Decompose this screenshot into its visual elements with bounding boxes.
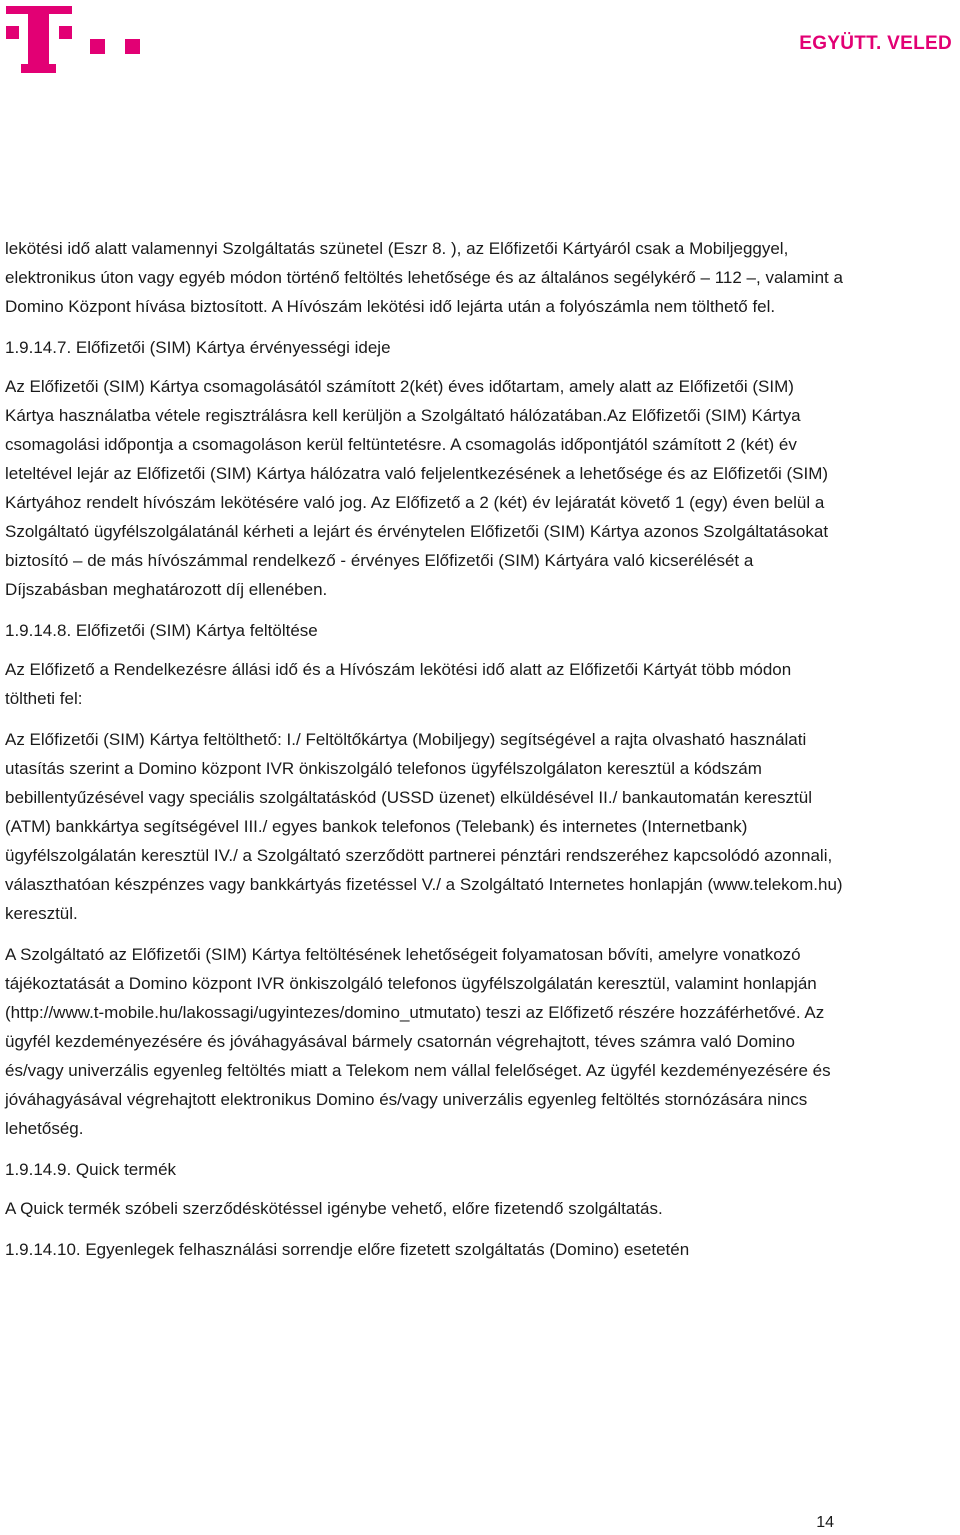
paragraph-topup-info: A Szolgáltató az Előfizetői (SIM) Kártya feltöltésének lehetőségeit folyamatosan bővíti, amelyre vonatkozó tájékoztatását a Domino központ IVR önkiszolgáló telefonos ügyfélszolgálatán keresztül, valamint honlapján (http://www.t-mobile.hu/lakossagi/ugyintezes/domino_utmutato) teszi az Előfizető részére hozzáférhetővé. Az ügyfél kezdeményezésére és jóváhagyásával bármely csatornán végrehajtott, téves számra való Domino és/vagy univerzális egyenleg feltöltés miatt a Telekom nem vállal felelőséget. Az ügyfél kezdeményezésére és jóváhagyásával végrehajtott elektronikus Domino és/vagy univerzális egyenleg feltöltés stornózására nincs lehetőség. bbox=[5, 945, 831, 1138]
paragraph-validity: Az Előfizetői (SIM) Kártya csomagolásától számított 2(két) éves időtartam, amely alatt az Előfizetői (SIM) Kártya használatba vétele regisztrálásra kell kerüljön a Szolgáltató hálózatában.Az Előfizetői (SIM) Kártya csomagolási időpontja a csomagoláson kerül feltüntetésre. A csomagolás időpontjától számított 2 (két) év leteltével lejár az Előfizetői (SIM) Kártya hálózatra való feljelentkezésének a lehetősége és az Előfizetői (SIM) Kártyához rendelt hívószám lekötésére való jog. Az Előfizető a 2 (két) év lejáratát követő 1 (egy) éven belül a Szolgáltató ügyfélszolgálatánál kérheti a lejárt és érvénytelen Előfizetői (SIM) Kártya azonos Szolgáltatásokat biztosító – de más hívószámmal rendelkező - érvényes Előfizetői (SIM) Kártyára való kicserélését a Díjszabásban meghatározott díj ellenében. bbox=[5, 377, 829, 599]
section-heading-1-9-14-7: 1.9.14.7. Előfizetői (SIM) Kártya érvényességi ideje bbox=[5, 338, 391, 357]
paragraph-quick: A Quick termék szóbeli szerződéskötéssel igénybe vehető, előre fizetendő szolgáltatás. bbox=[5, 1199, 663, 1218]
telekom-t-logo-icon bbox=[6, 6, 146, 74]
paragraph-topup-methods: Az Előfizetői (SIM) Kártya feltölthető: I./ Feltöltőkártya (Mobiljegy) segítségével a rajta olvasható használati utasítás szerint a Domino központ IVR önkiszolgáló telefonos ügyfélszolgálaton keresztül a kódszám bebillentyűzésével vagy speciális szolgáltatáskód (USSD üzenet) elküldésével II./ bankautomatán keresztül (ATM) bankkártya segítségével III./ egyes bankok telefonos (Telebank) és internetes (Internetbank) ügyfélszolgálatán keresztül IV./ a Szolgáltató szerződött partnerei pénztári rendszeréhez kapcsolódó azonnali, választhatóan készpénzes vagy bankkártyás fizetéssel V./ a Szolgáltató Internetes honlapján (www.telekom.hu) keresztül. bbox=[5, 730, 843, 923]
section-heading-1-9-14-10: 1.9.14.10. Egyenlegek felhasználási sorrendje előre fizetett szolgáltatás (Domino) esetetén bbox=[5, 1240, 690, 1259]
section-heading-1-9-14-9: 1.9.14.9. Quick termék bbox=[5, 1160, 177, 1179]
page-number: 14 bbox=[816, 1514, 834, 1531]
section-heading-1-9-14-8: 1.9.14.8. Előfizetői (SIM) Kártya feltöltése bbox=[5, 621, 318, 640]
page-header bbox=[0, 0, 960, 90]
paragraph-continuation: lekötési idő alatt valamennyi Szolgáltatás szünetel (Eszr 8. ), az Előfizetői Kártyáról csak a Mobiljeggyel, elektronikus úton vagy egyéb módon történő feltöltés lehetősége és az általános segélykérő – 112 –, valamint a Domino Központ hívása biztosított. A Hívószám lekötési idő lejárta után a folyószámla nem tölthető fel. bbox=[5, 239, 843, 316]
document-body bbox=[5, 234, 845, 1274]
paragraph-topup-intro: Az Előfizető a Rendelkezésre állási idő és a Hívószám lekötési idő alatt az Előfizetői Kártyát több módon töltheti fel: bbox=[5, 660, 792, 708]
brand-slogan: EGYÜTT. VELED bbox=[799, 33, 952, 54]
